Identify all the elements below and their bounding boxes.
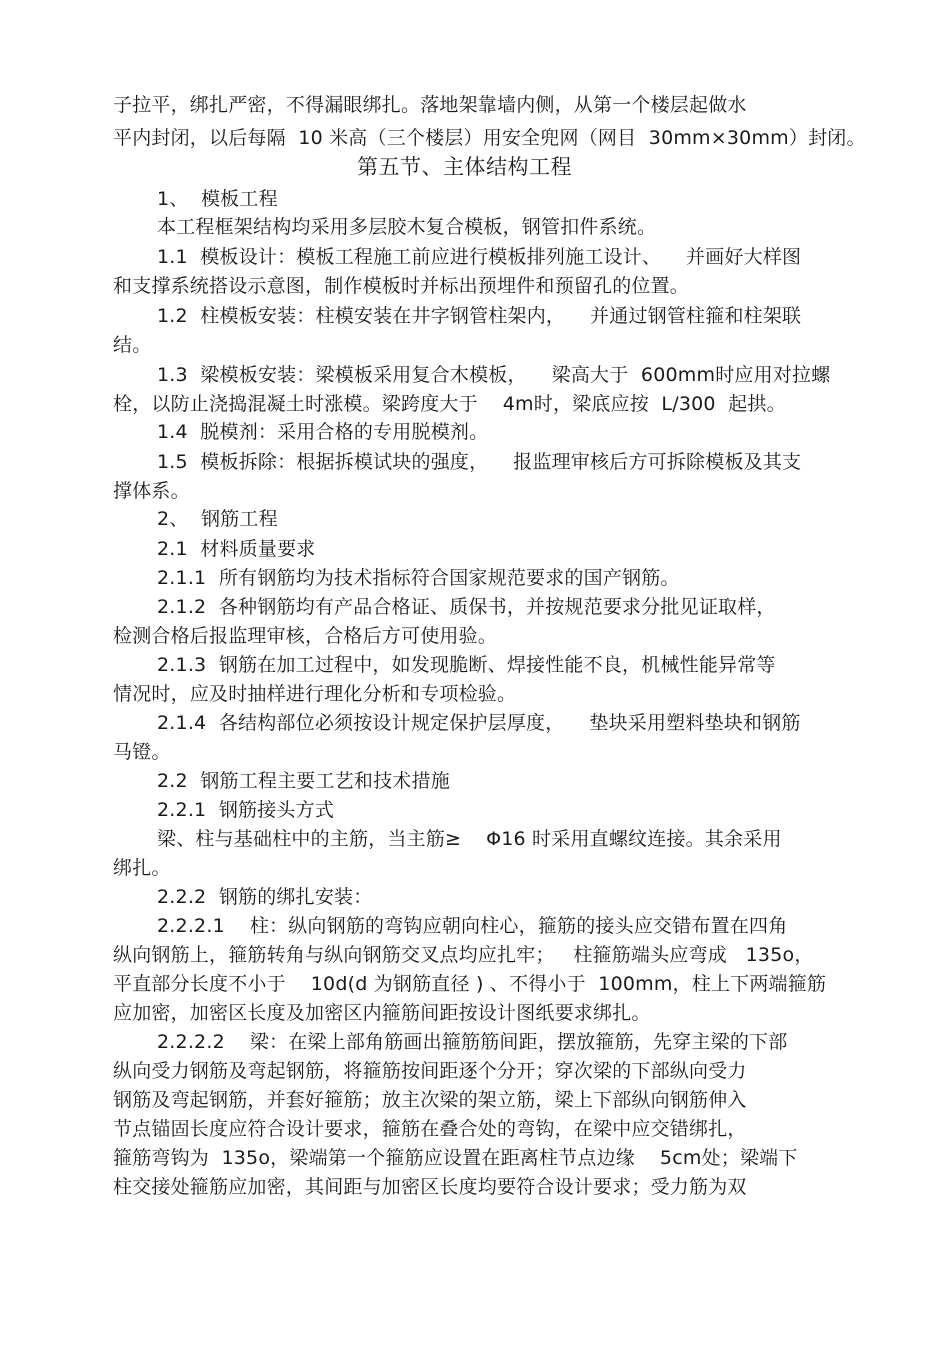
- text-line: 2.2.2.2 梁：在梁上部角筋画出箍筋筋间距，摆放箍筋，先穿主梁的下部: [157, 1031, 788, 1053]
- text-line: 钢筋及弯起钢筋，并套好箍筋；放主次梁的架立筋，梁上下部纵向钢筋伸入: [113, 1089, 747, 1111]
- text-line: 平内封闭，以后每隔 10 米高（三个楼层）用安全兜网（网目 30mm×30mm）封闭。: [113, 127, 866, 149]
- text-line: 结。: [113, 334, 152, 356]
- text-line: 本工程框架结构均采用多层胶木复合模板，钢管扣件系统。: [157, 216, 657, 238]
- text-line: 2.1 材料质量要求: [157, 538, 316, 560]
- text-line: 节点锚固长度应符合设计要求，箍筋在叠合处的弯钩，在梁中应交错绑扎，: [113, 1118, 747, 1140]
- text-line: 1.2 柱模板安装：柱模安装在井字钢管柱架内， 并通过钢管柱箍和柱架联: [157, 305, 802, 327]
- heading-rebar: 2、 钢筋工程: [157, 508, 278, 530]
- text-line: 纵向受力钢筋及弯起钢筋，将箍筋按间距逐个分开；穿次梁的下部纵向受力: [113, 1060, 747, 1082]
- text-line: 2.1.4 各结构部位必须按设计规定保护层厚度， 垫块采用塑料垫块和钢筋: [157, 712, 801, 734]
- text-line: 柱交接处箍筋应加密，其间距与加密区长度均要符合设计要求；受力筋为双: [113, 1176, 747, 1198]
- text-line: 撑体系。: [113, 480, 190, 502]
- text-line: 2.1.2 各种钢筋均有产品合格证、质保书，并按规范要求分批见证取样，: [157, 596, 776, 618]
- text-line: 2.2.2.1 柱：纵向钢筋的弯钩应朝向柱心，箍筋的接头应交错布置在四角: [157, 915, 788, 937]
- text-line: 1.3 梁模板安装：梁模板采用复合木模板， 梁高大于 600mm时应用对拉螺: [157, 364, 831, 386]
- text-line: 2.1.1 所有钢筋均为技术指标符合国家规范要求的国产钢筋。: [157, 567, 680, 589]
- text-line: 纵向钢筋上，箍筋转角与纵向钢筋交叉点均应扎牢； 柱箍筋端头应弯成 135o，: [113, 944, 814, 966]
- text-line: 子拉平，绑扎严密，不得漏眼绑扎。落地架靠墙内侧，从第一个楼层起做水: [113, 94, 747, 116]
- text-line: 1.4 脱模剂：采用合格的专用脱模剂。: [157, 421, 489, 443]
- text-line: 2.2.2 钢筋的绑扎安装：: [157, 886, 373, 908]
- text-line: 绑扎。: [113, 857, 171, 879]
- text-line: 检测合格后报监理审核，合格后方可使用验。: [113, 625, 498, 647]
- text-line: 栓，以防止浇捣混凝土时涨模。梁跨度大于 4m时，梁底应按 L/300 起拱。: [113, 393, 786, 415]
- text-line: 2.1.3 钢筋在加工过程中，如发现脆断、焊接性能不良，机械性能异常等: [157, 654, 776, 676]
- text-line: 马镫。: [113, 741, 171, 763]
- text-line: 2.2 钢筋工程主要工艺和技术措施: [157, 770, 450, 792]
- text-line: 梁、柱与基础柱中的主筋，当主筋≥ Φ16 时采用直螺纹连接。其余采用: [157, 828, 782, 850]
- text-line: 1.1 模板设计：模板工程施工前应进行模板排列施工设计、 并画好大样图: [157, 246, 802, 268]
- text-line: 2.2.1 钢筋接头方式: [157, 799, 335, 821]
- text-line: 和支撑系统搭设示意图，制作模板时并标出预埋件和预留孔的位置。: [113, 275, 690, 297]
- text-line: 箍筋弯钩为 135o，梁端第一个箍筋应设置在距离柱节点边缘 5cm处；梁端下: [113, 1147, 798, 1169]
- text-line: 应加密，加密区长度及加密区内箍筋间距按设计图纸要求绑扎。: [113, 1002, 651, 1024]
- text-line: 情况时，应及时抽样进行理化分析和专项检验。: [113, 683, 517, 705]
- text-line: 1.5 模板拆除：根据拆模试块的强度， 报监理审核后方可拆除模板及其支: [157, 451, 802, 473]
- heading-formwork: 1、 模板工程: [157, 188, 278, 210]
- section-title: 第五节、主体结构工程: [357, 155, 572, 179]
- text-line: 平直部分长度不小于 10d(d 为钢筋直径 ) 、不得小于 100mm，柱上下两端箍筋: [113, 973, 827, 995]
